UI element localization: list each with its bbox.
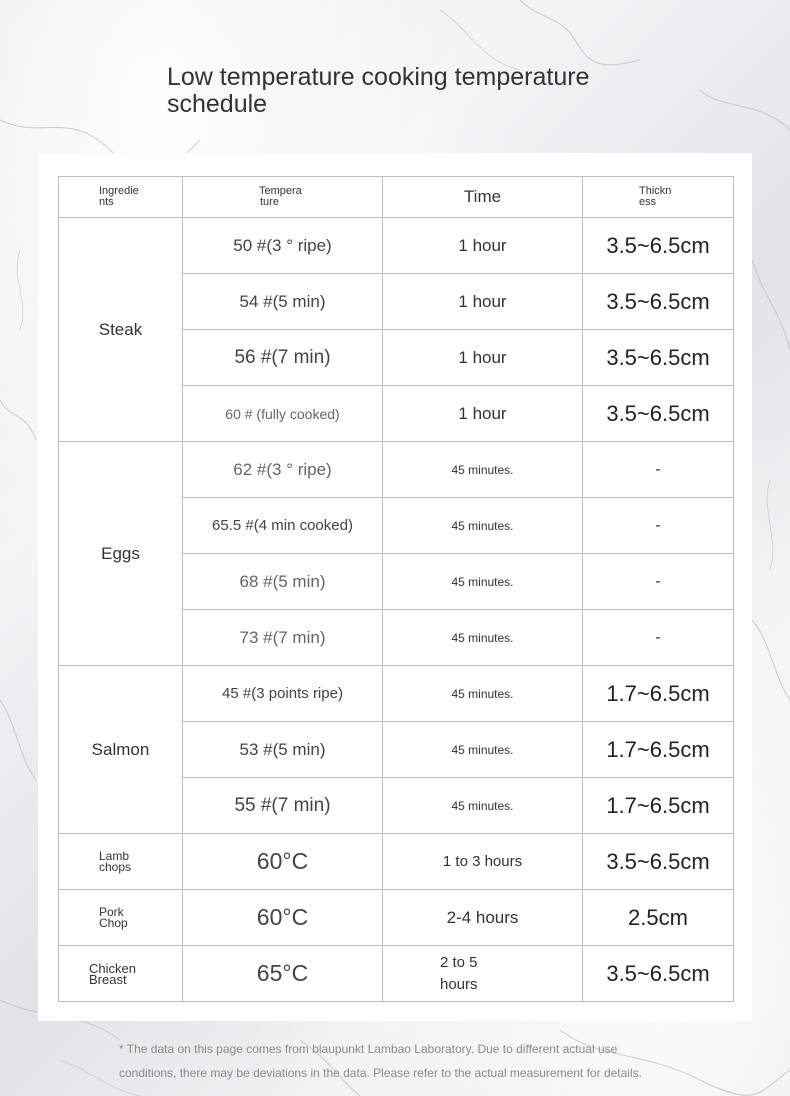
thickness-cell: -: [583, 554, 734, 610]
temperature-cell: 62 #(3 ° ripe): [183, 442, 383, 498]
header-thickness: Thickn ess: [583, 177, 734, 218]
table-row: [59, 442, 734, 498]
time-cell: 45 minutes.: [383, 498, 583, 554]
ingredient-eggs: Eggs: [59, 442, 183, 666]
table-row: [59, 666, 734, 722]
footnote: * The data on this page comes from blaupunkt Lambao Laboratory. Due to different actual use conditions, there may be deviations in the data. Please refer to the actual measurement for details.: [119, 1042, 642, 1080]
thickness-cell: 1.7~6.5cm: [583, 666, 734, 722]
temperature-cell: 68 #(5 min): [183, 554, 383, 610]
time-cell: 1 to 3 hours: [383, 834, 583, 890]
header-temperature: Tempera ture: [183, 177, 383, 218]
temperature-cell: 65.5 #(4 min cooked): [183, 498, 383, 554]
thickness-cell: -: [583, 610, 734, 666]
thickness-cell: 3.5~6.5cm: [583, 218, 734, 274]
ingredient-chicken-breast: Chicken Breast: [59, 946, 183, 1002]
table-row: [59, 946, 734, 1002]
thickness-cell: 3.5~6.5cm: [583, 274, 734, 330]
cooking-schedule-table: [58, 176, 734, 1002]
table-row: [59, 218, 734, 274]
thickness-cell: 1.7~6.5cm: [583, 778, 734, 834]
time-cell: 45 minutes.: [383, 442, 583, 498]
thickness-cell: 1.7~6.5cm: [583, 722, 734, 778]
time-cell: 1 hour: [383, 330, 583, 386]
thickness-cell: -: [583, 442, 734, 498]
time-cell: 45 minutes.: [383, 554, 583, 610]
thickness-cell: 3.5~6.5cm: [583, 386, 734, 442]
ingredient-steak: Steak: [59, 218, 183, 442]
ingredient-salmon: Salmon: [59, 666, 183, 834]
time-cell: 2-4 hours: [383, 890, 583, 946]
temperature-cell: 53 #(5 min): [183, 722, 383, 778]
temperature-cell: 60°C: [183, 834, 383, 890]
ingredient-pork-chop: Pork Chop: [59, 890, 183, 946]
table-row: [59, 834, 734, 890]
time-cell: 1 hour: [383, 218, 583, 274]
temperature-cell: 50 #(3 ° ripe): [183, 218, 383, 274]
time-cell: 45 minutes.: [383, 722, 583, 778]
temperature-cell: 60 # (fully cooked): [183, 386, 383, 442]
thickness-cell: 3.5~6.5cm: [583, 946, 734, 1002]
temperature-cell: 56 #(7 min): [183, 330, 383, 386]
temperature-cell: 60°C: [183, 890, 383, 946]
time-cell: 45 minutes.: [383, 666, 583, 722]
time-cell: 2 to 5 hours: [383, 946, 583, 1002]
thickness-cell: 3.5~6.5cm: [583, 834, 734, 890]
header-time: Time: [383, 177, 583, 218]
temperature-cell: 54 #(5 min): [183, 274, 383, 330]
header-row: [59, 177, 734, 218]
thickness-cell: 3.5~6.5cm: [583, 330, 734, 386]
time-cell: 1 hour: [383, 274, 583, 330]
header-ingredients: Ingredie nts: [59, 177, 183, 218]
time-cell: 1 hour: [383, 386, 583, 442]
page-title: Low temperature cooking temperature schedule: [167, 63, 590, 118]
time-cell: 45 minutes.: [383, 610, 583, 666]
temperature-cell: 65°C: [183, 946, 383, 1002]
thickness-cell: -: [583, 498, 734, 554]
table-row: [59, 890, 734, 946]
temperature-cell: 73 #(7 min): [183, 610, 383, 666]
temperature-cell: 45 #(3 points ripe): [183, 666, 383, 722]
time-cell: 45 minutes.: [383, 778, 583, 834]
ingredient-lamb-chops: Lamb chops: [59, 834, 183, 890]
temperature-cell: 55 #(7 min): [183, 778, 383, 834]
thickness-cell: 2.5cm: [583, 890, 734, 946]
